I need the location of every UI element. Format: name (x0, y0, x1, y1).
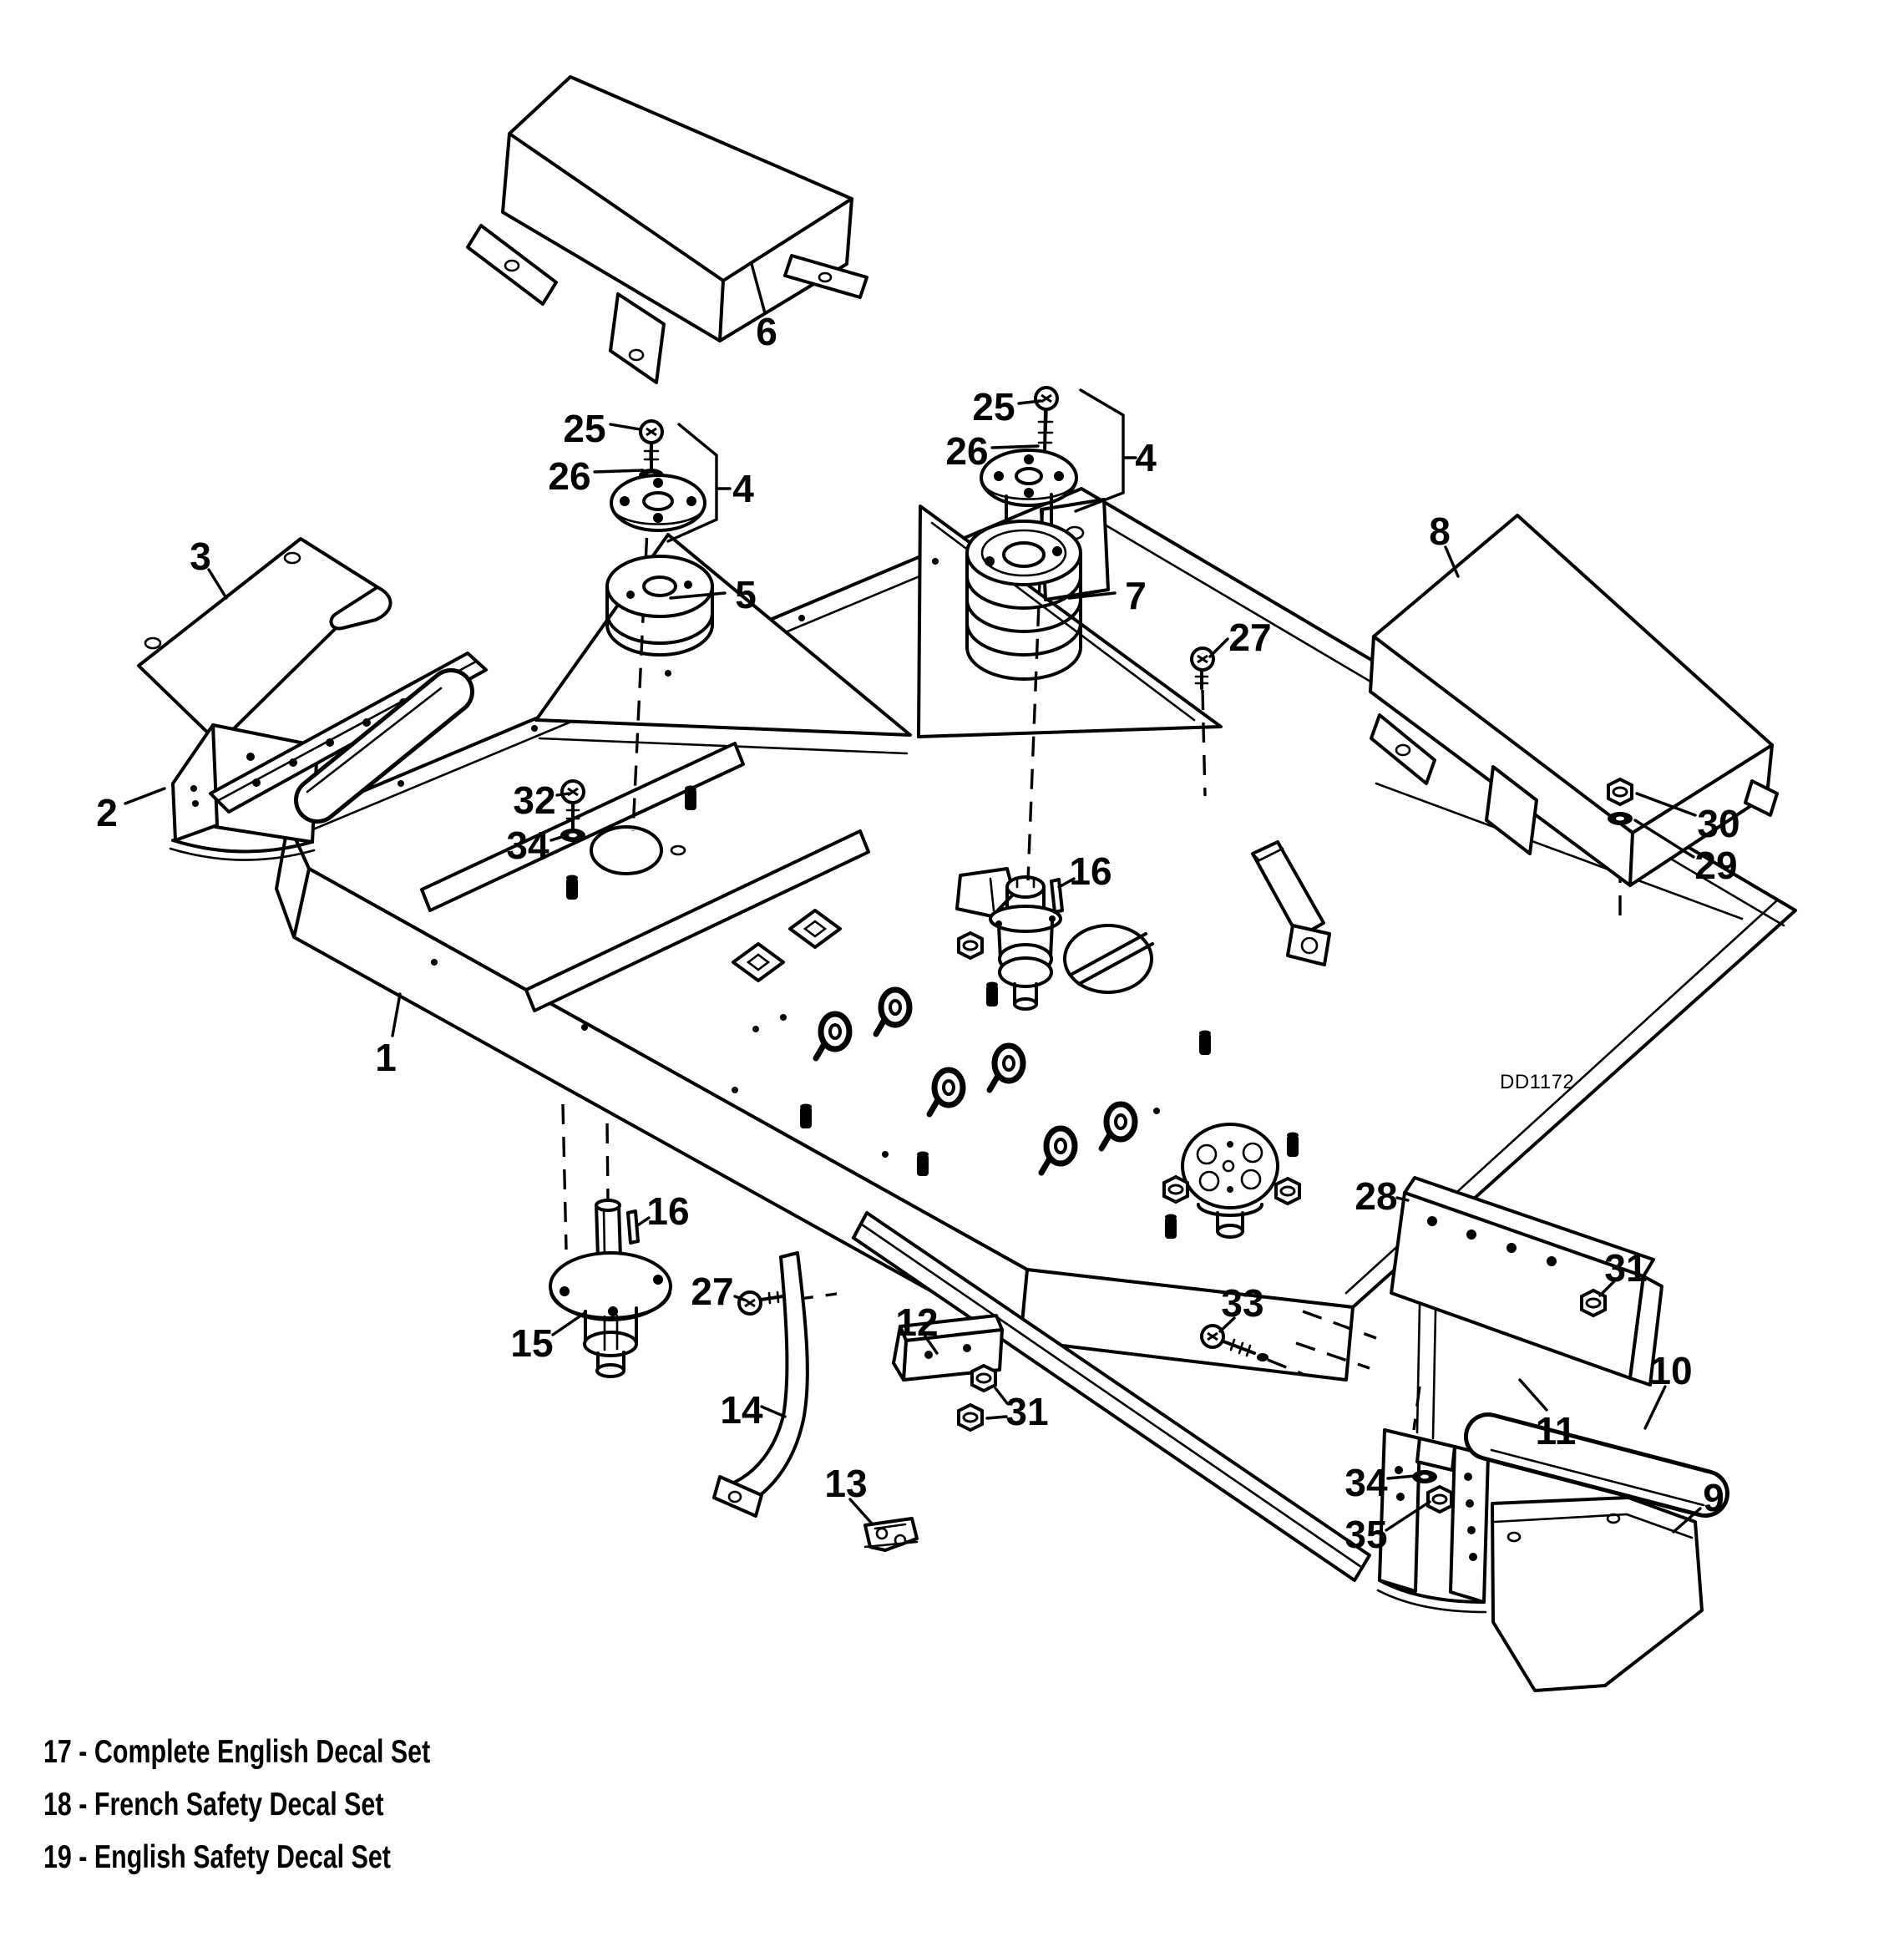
chute-9 (1492, 1498, 1702, 1691)
belt-guide-disc (1065, 925, 1152, 992)
callout-15: 15 (510, 1321, 554, 1365)
nut-30 (1608, 779, 1632, 804)
leader-line-26 (595, 470, 643, 472)
legend-separator: - (71, 1787, 94, 1823)
callout-34: 34 (506, 824, 549, 867)
washer-34 (1412, 1470, 1437, 1483)
leader-line-3 (209, 570, 226, 598)
bolt-25 (1036, 388, 1057, 409)
leader-line-14 (762, 1407, 785, 1417)
callout-8: 8 (1429, 510, 1451, 553)
callout-26: 26 (945, 429, 989, 473)
callout-31: 31 (1005, 1390, 1049, 1433)
legend-item-17 (43, 1726, 430, 1778)
leader-line-11 (1520, 1380, 1547, 1410)
callout-11: 11 (1535, 1409, 1577, 1453)
legend (43, 1726, 539, 1884)
callout-12: 12 (895, 1301, 939, 1344)
legend-label: French Safety Decal Set (94, 1787, 384, 1823)
legend-label: English Safety Decal Set (94, 1839, 391, 1875)
leader-line-26 (992, 446, 1038, 448)
callout-30: 30 (1697, 802, 1740, 845)
callout-7: 7 (1125, 574, 1147, 617)
nut-31 (972, 1366, 995, 1391)
callout-16: 16 (646, 1189, 690, 1233)
legend-separator: - (71, 1734, 94, 1770)
legend-number: 18 (43, 1787, 72, 1823)
skid-10 (1488, 1437, 1705, 1505)
leader-line-32 (557, 794, 569, 795)
bracket-34-35 (1378, 1430, 1488, 1612)
callout-31: 31 (1604, 1246, 1648, 1290)
nut-31 (959, 1405, 982, 1430)
deflector-plate-3 (139, 539, 391, 743)
callout-35: 35 (1344, 1513, 1388, 1556)
callout-27: 27 (691, 1270, 734, 1313)
callout-4: 4 (1135, 436, 1157, 479)
callout-3: 3 (190, 535, 211, 578)
callout-6: 6 (756, 310, 777, 353)
bolt-25 (641, 421, 662, 443)
callout-4: 4 (732, 467, 754, 510)
legend-item-18 (43, 1778, 430, 1831)
bolt-27-lower (739, 1291, 788, 1314)
legend-number: 19 (43, 1839, 72, 1875)
callout-1: 1 (375, 1036, 397, 1079)
callout-14: 14 (720, 1388, 763, 1432)
callout-28: 28 (1355, 1174, 1398, 1218)
callout-9: 9 (1703, 1476, 1724, 1519)
callout-29: 29 (1694, 844, 1738, 887)
callout-5: 5 (735, 573, 757, 616)
callout-27: 27 (1228, 616, 1272, 659)
drawing-code: DD1172 (1500, 1071, 1575, 1093)
nut-35 (1428, 1487, 1451, 1512)
legend-label: Complete English Decal Set (94, 1734, 431, 1770)
belt-cover-left (468, 77, 867, 383)
callout-25: 25 (563, 407, 606, 450)
callout-13: 13 (824, 1462, 868, 1505)
callout-16: 16 (1069, 849, 1112, 893)
leader-line-1 (392, 994, 400, 1036)
callout-33: 33 (1221, 1281, 1264, 1325)
legend-separator: - (71, 1839, 94, 1875)
legend-number: 17 (43, 1734, 72, 1770)
washer-29 (1608, 812, 1633, 825)
spindle-key (1051, 880, 1062, 912)
callout-32: 32 (513, 778, 556, 822)
leader-line-15 (553, 1313, 585, 1335)
leader-line-10 (1645, 1387, 1665, 1428)
leader-line-2 (125, 788, 165, 804)
leader-line-31 (987, 1417, 1006, 1418)
callout-2: 2 (96, 791, 118, 834)
callout-25: 25 (972, 385, 1015, 428)
callout-10: 10 (1649, 1349, 1693, 1392)
callout-26: 26 (548, 454, 591, 498)
callout-34: 34 (1344, 1461, 1388, 1504)
leader-line-25 (610, 424, 640, 429)
legend-item-19 (43, 1831, 430, 1884)
